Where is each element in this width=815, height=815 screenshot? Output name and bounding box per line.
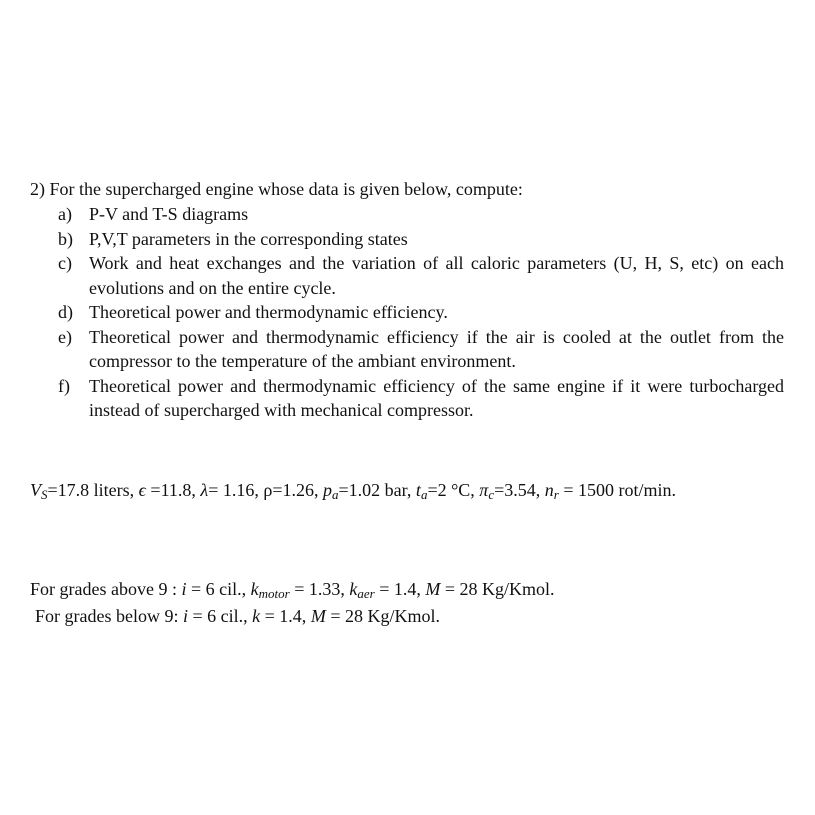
task-list: [58, 202, 784, 423]
kaer-value: = 1.4,: [374, 579, 426, 599]
task-letter: e): [58, 326, 72, 347]
task-text: Theoretical power and thermodynamic efficiency if the air is cooled at the outlet from the compressor to the temperature of the ambiant environment.: [89, 326, 784, 371]
kmotor-symbol: k: [250, 579, 259, 599]
pa-subscript: a: [332, 487, 339, 502]
task-letter: f): [58, 375, 70, 396]
nr-subscript: r: [553, 487, 559, 502]
lambda-symbol: λ: [200, 480, 209, 500]
task-letter: c): [58, 253, 72, 273]
task-item-f: [58, 374, 784, 423]
i-symbol: i: [182, 606, 188, 626]
m-value: = 28 Kg/Kmol.: [440, 579, 555, 599]
task-text: Theoretical power and thermodynamic efficiency.: [89, 302, 448, 322]
task-letter: a): [58, 204, 72, 224]
i-symbol: i: [181, 579, 187, 599]
task-letter: b): [58, 228, 73, 249]
k-symbol: k: [252, 606, 261, 626]
task-text: P,V,T parameters in the corresponding states: [89, 228, 408, 249]
i-value: = 6 cil.,: [186, 579, 251, 599]
pic-symbol: π: [479, 480, 489, 500]
task-item-a: [58, 202, 784, 227]
task-text: Theoretical power and thermodynamic efficiency of the same engine if it were turbocharged instead of supercharged with mechanical compressor.: [89, 375, 784, 420]
vs-value: =17.8 liters,: [47, 480, 139, 500]
lambda-value: = 1.16,: [208, 480, 264, 500]
i-value: = 6 cil.,: [188, 606, 253, 626]
ta-symbol: t: [415, 480, 421, 500]
m-symbol: M: [425, 579, 441, 599]
task-item-c: [58, 251, 784, 300]
epsilon-value: =11.8,: [145, 480, 201, 500]
task-text: P-V and T-S diagrams: [89, 204, 249, 224]
nr-value: = 1500 rot/min.: [558, 480, 676, 500]
problem-heading: 2) For the supercharged engine whose data is given below, compute:: [30, 179, 523, 199]
task-item-d: [58, 300, 784, 325]
kmotor-subscript: motor: [258, 586, 290, 601]
pic-value: =3.54,: [494, 480, 545, 500]
task-letter: d): [58, 302, 73, 322]
kmotor-value: = 1.33,: [289, 579, 350, 599]
k-value: = 1.4,: [260, 606, 311, 626]
pa-symbol: p: [323, 480, 332, 500]
grade-below-prefix: For grades below 9:: [35, 606, 183, 626]
kaer-subscript: aer: [357, 586, 375, 601]
vs-subscript: S: [41, 487, 48, 502]
m-symbol: M: [310, 606, 326, 626]
epsilon-symbol: ϵ: [138, 480, 146, 500]
rho-value: ρ=1.26,: [263, 480, 323, 500]
engine-parameters: [30, 477, 760, 508]
m-value: = 28 Kg/Kmol.: [325, 606, 440, 626]
kaer-symbol: k: [349, 579, 358, 599]
grade-above-prefix: For grades above 9 :: [30, 579, 182, 599]
ta-subscript: a: [420, 487, 428, 502]
document-page: [30, 0, 790, 815]
grades-below-9: [35, 603, 440, 629]
ta-value: =2 °C,: [427, 480, 480, 500]
vs-symbol: V: [30, 480, 41, 500]
task-item-e: [58, 325, 784, 374]
task-text: Work and heat exchanges and the variation of all caloric parameters (U, H, S, etc) on each evolutions and on the entire cycle.: [89, 253, 784, 298]
pic-subscript: c: [488, 487, 495, 502]
nr-symbol: n: [544, 480, 554, 500]
task-item-b: [58, 227, 784, 252]
pa-value: =1.02 bar,: [338, 480, 416, 500]
